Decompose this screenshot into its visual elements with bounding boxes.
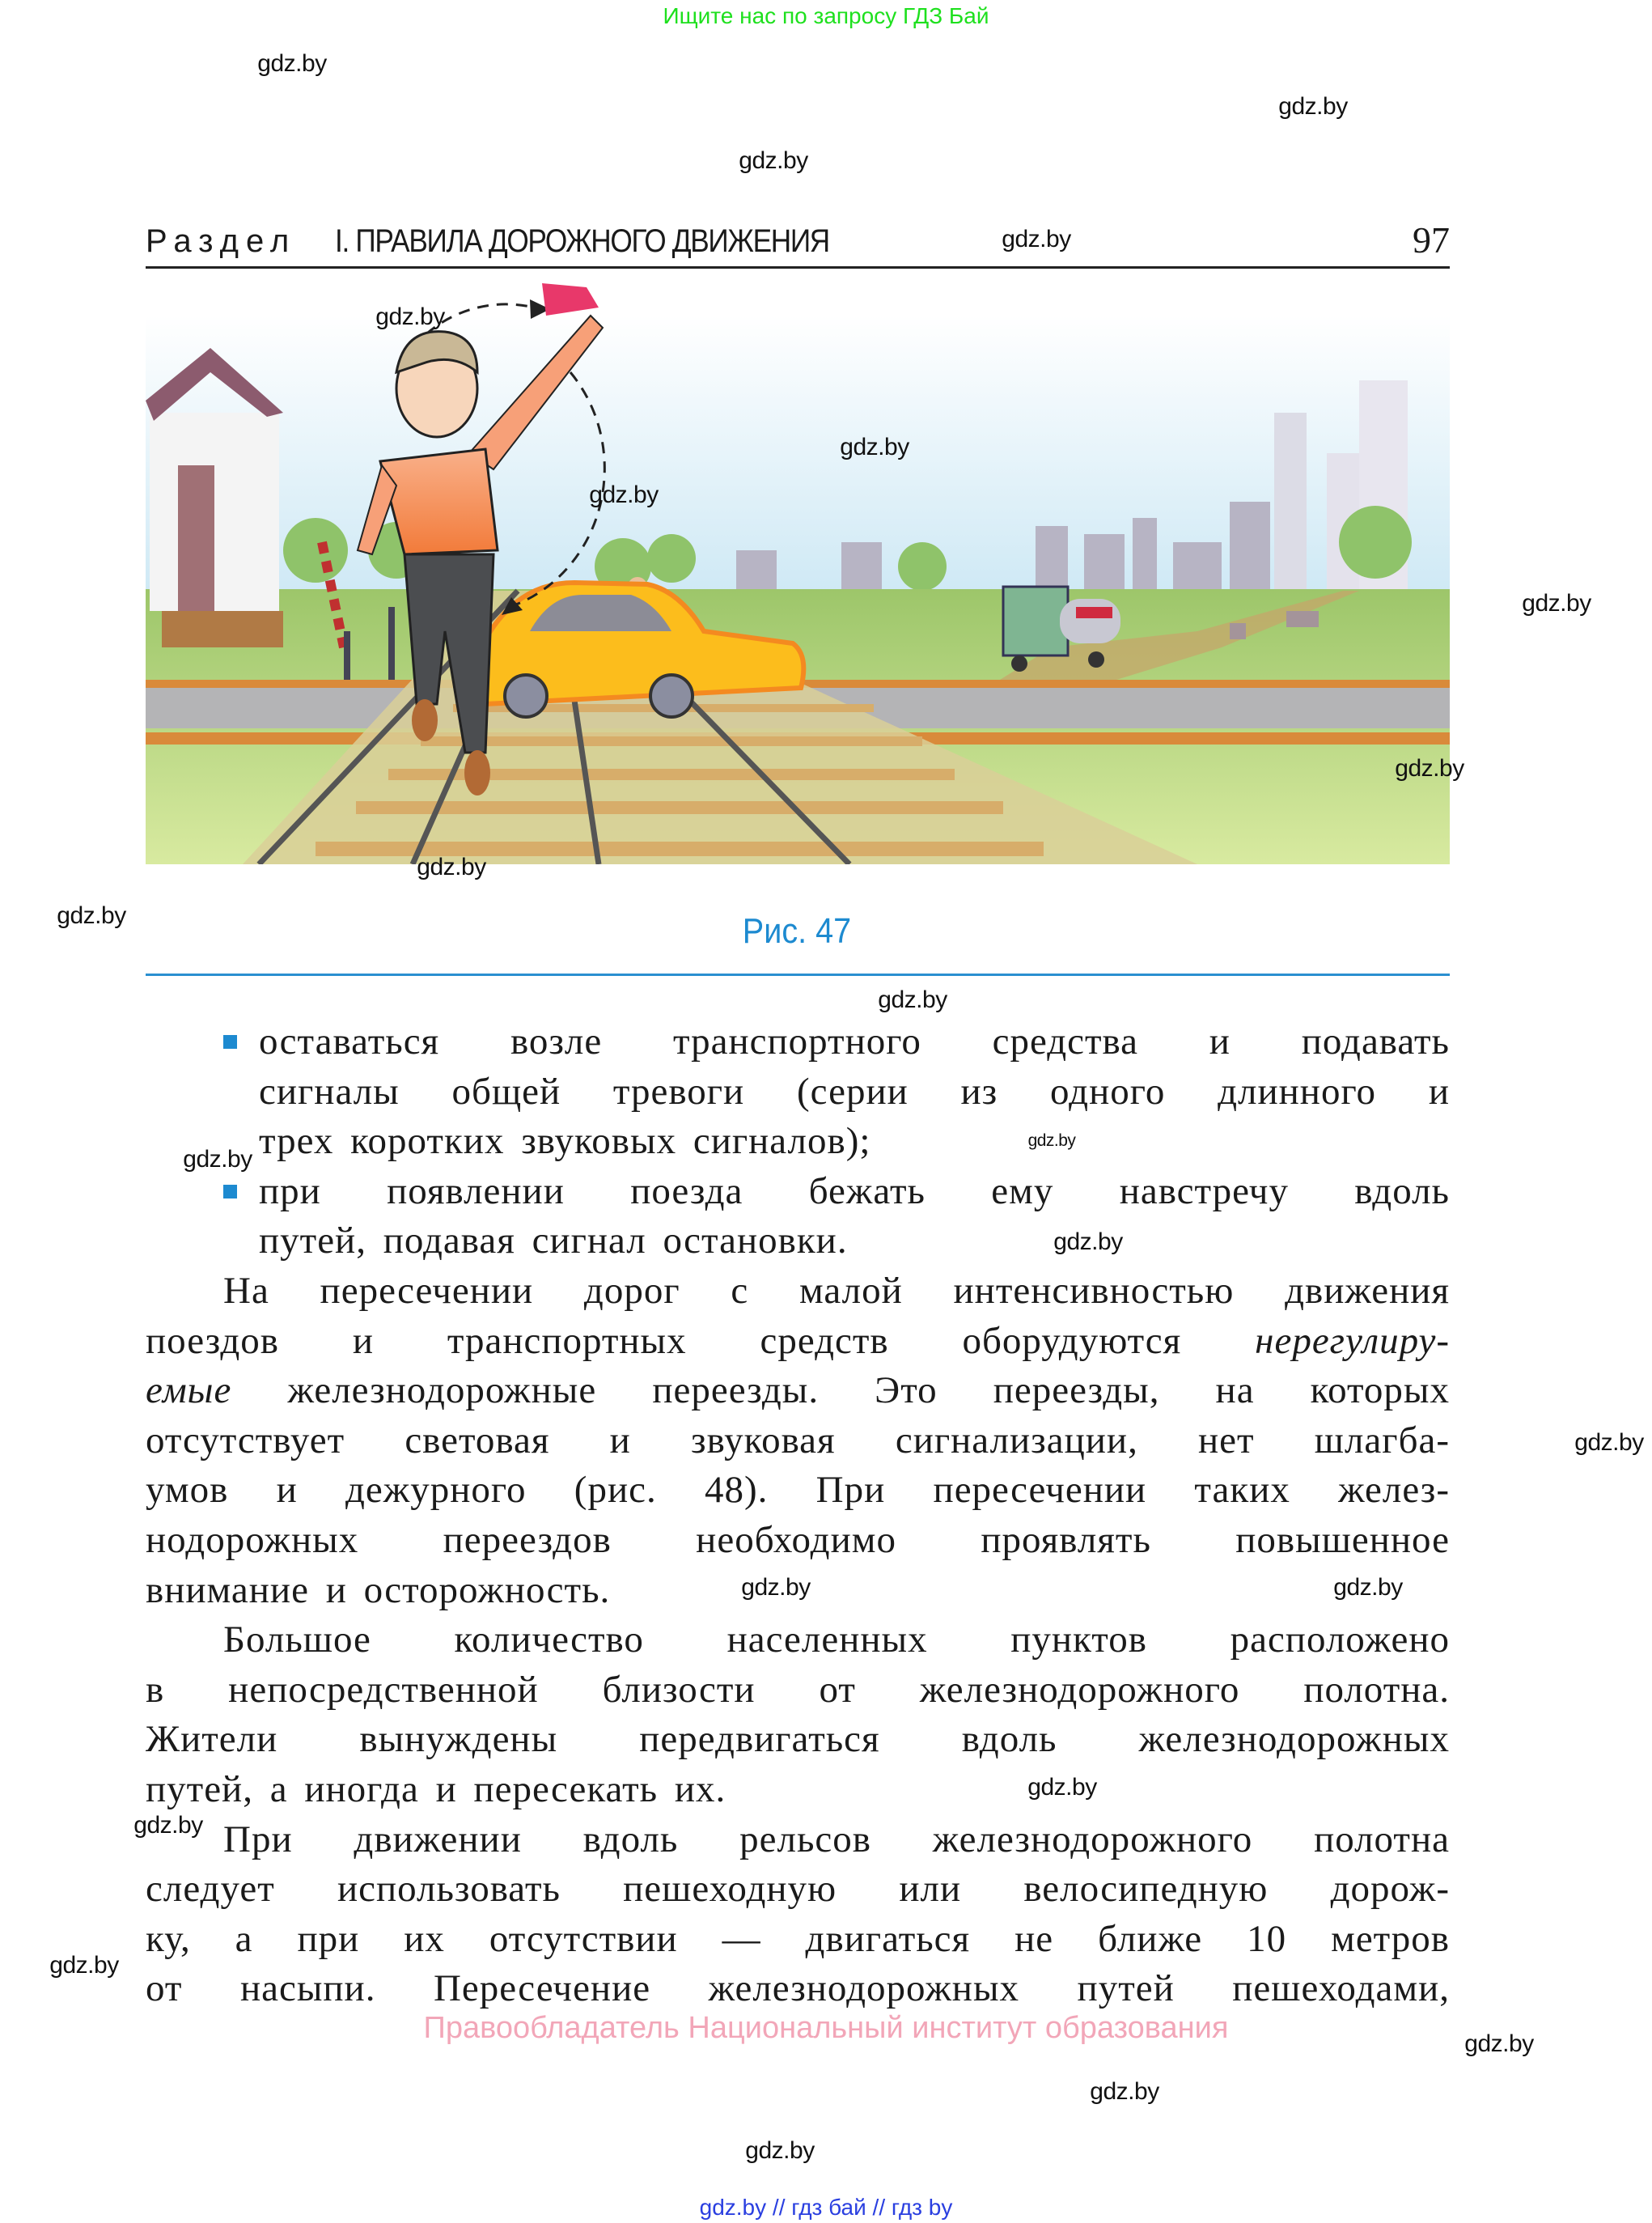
text-line: умов и дежурного (рис. 48). При пересечении таких желез- bbox=[146, 1469, 1450, 1511]
bullet-marker bbox=[223, 1185, 237, 1198]
text-line: Жители вынуждены передвигаться вдоль железнодорожных bbox=[146, 1718, 1450, 1760]
watermark: gdz.by bbox=[49, 1952, 119, 1979]
watermark: gdz.by bbox=[57, 902, 126, 929]
text-line: ку, а при их отсутствии — двигаться не ближе 10 метров bbox=[146, 1918, 1450, 1960]
watermark: gdz.by bbox=[417, 854, 486, 880]
text-line: путей, подавая сигнал остановки. bbox=[259, 1220, 848, 1262]
text-line: емые железнодорожные переезды. Это переезды, на которых bbox=[146, 1369, 1450, 1411]
copyright-notice: Правообладатель Национальный институт образования bbox=[423, 2011, 1229, 2045]
watermark: gdz.by bbox=[739, 147, 808, 174]
text-line: сигналы общей тревоги (серии из одного длинного и bbox=[259, 1071, 1450, 1113]
text-line: в непосредственной близости от железнодорожного полотна. bbox=[146, 1669, 1450, 1711]
watermark: gdz.by bbox=[257, 50, 327, 77]
search-hint: Ищите нас по запросу ГДЗ Бай bbox=[663, 3, 989, 28]
railway-crossing-illustration bbox=[146, 283, 1450, 864]
watermark: gdz.by bbox=[1333, 1574, 1403, 1601]
watermark: gdz.by bbox=[375, 303, 445, 330]
watermark: gdz.by bbox=[133, 1812, 203, 1839]
text-line: нодорожных переездов необходимо проявлять повышенное bbox=[146, 1519, 1450, 1561]
watermark: gdz.by bbox=[1002, 226, 1071, 252]
watermark: gdz.by bbox=[1027, 1774, 1097, 1801]
watermark: gdz.by bbox=[1090, 2078, 1159, 2105]
watermark: gdz.by bbox=[1464, 2030, 1534, 2057]
watermark: gdz.by bbox=[1027, 1131, 1076, 1150]
section-title: I. ПРАВИЛА ДОРОЖНОГО ДВИЖЕНИЯ bbox=[335, 223, 829, 259]
text-line: отсутствует световая и звуковая сигнализации, нет шлагба- bbox=[146, 1419, 1450, 1461]
caption-divider bbox=[146, 974, 1450, 976]
header-divider bbox=[146, 266, 1450, 269]
text-line: На пересечении дорог с малой интенсивностью движения bbox=[223, 1270, 1450, 1312]
text-line: Большое количество населенных пунктов расположено bbox=[223, 1618, 1450, 1661]
watermark: gdz.by bbox=[745, 2137, 815, 2164]
text-line: при появлении поезда бежать ему навстречу вдоль bbox=[259, 1170, 1450, 1212]
watermark: gdz.by bbox=[589, 482, 659, 508]
bullet-marker bbox=[223, 1035, 237, 1049]
watermark: gdz.by bbox=[840, 434, 909, 460]
section-word: Раздел bbox=[146, 223, 297, 259]
watermark: gdz.by bbox=[183, 1146, 252, 1173]
page-header bbox=[146, 218, 1450, 267]
watermark: gdz.by bbox=[1522, 590, 1591, 617]
watermark: gdz.by bbox=[1395, 755, 1464, 782]
watermark: gdz.by bbox=[1278, 93, 1348, 120]
text-line: оставаться возле транспортного средства и подавать bbox=[259, 1020, 1450, 1063]
text-line: следует использовать пешеходную или велосипедную дорож- bbox=[146, 1868, 1450, 1910]
watermark: gdz.by bbox=[878, 986, 947, 1013]
watermark: gdz.by bbox=[1053, 1228, 1123, 1255]
text-line: путей, а иногда и пересекать их. bbox=[146, 1768, 726, 1810]
text-line: внимание и осторожность. bbox=[146, 1569, 611, 1611]
page-number: 97 bbox=[1413, 219, 1450, 261]
figure-caption: Рис. 47 bbox=[742, 911, 852, 951]
text-line: трех коротких звуковых сигналов); bbox=[259, 1120, 871, 1162]
text-line: При движении вдоль рельсов железнодорожного полотна bbox=[223, 1818, 1450, 1860]
watermark: gdz.by bbox=[1574, 1429, 1644, 1456]
watermark: gdz.by bbox=[741, 1574, 811, 1601]
site-link[interactable]: gdz.by // гдз бай // гдз by bbox=[699, 2195, 953, 2220]
text-line: поездов и транспортных средств оборудуются нерегулиру- bbox=[146, 1320, 1450, 1362]
text-line: от насыпи. Пересечение железнодорожных путей пешеходами, bbox=[146, 1967, 1450, 2009]
